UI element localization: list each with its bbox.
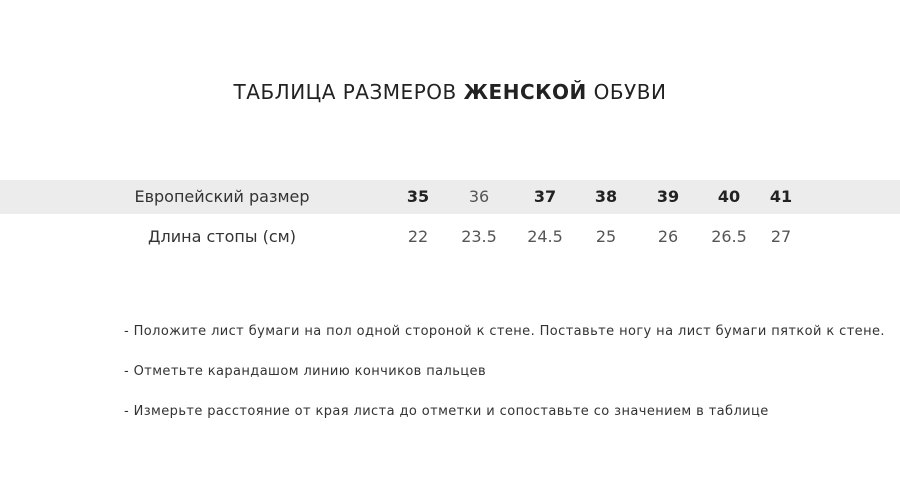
instructions-list: [124, 322, 884, 442]
table-cell: 39: [656, 187, 680, 206]
instruction-item: - Положите лист бумаги на пол одной стороной к стене. Поставьте ногу на лист бумаги пяткой к стене.: [124, 324, 885, 339]
table-cell: 35: [406, 187, 430, 206]
table-row-foot-length: [0, 220, 900, 254]
row-label-foot-length: Длина стопы (см): [148, 227, 296, 246]
table-cell: 23.5: [461, 227, 497, 246]
table-cell: 22: [407, 227, 429, 246]
title-suffix: ОБУВИ: [593, 80, 667, 104]
table-cell: 40: [717, 187, 741, 206]
table-cell: 38: [594, 187, 618, 206]
row-label-eu-size: Европейский размер: [134, 187, 310, 206]
table-cell: 27: [770, 227, 792, 246]
table-cell: 36: [468, 187, 490, 206]
size-table: [0, 180, 900, 254]
table-row-eu-size: [0, 180, 900, 214]
table-cell: 24.5: [527, 227, 563, 246]
table-cell: 26.5: [711, 227, 747, 246]
table-cell: 37: [533, 187, 557, 206]
table-cell: 41: [769, 187, 793, 206]
instruction-item: - Отметьте карандашом линию кончиков пальцев: [124, 364, 487, 379]
table-cell: 26: [657, 227, 679, 246]
page-title: [0, 80, 900, 104]
title-prefix: ТАБЛИЦА РАЗМЕРОВ: [233, 80, 457, 104]
instruction-item: - Измерьте расстояние от края листа до отметки и сопоставьте со значением в таблице: [124, 404, 769, 419]
table-cell: 25: [595, 227, 617, 246]
title-emphasis: ЖЕНСКОЙ: [463, 80, 587, 104]
